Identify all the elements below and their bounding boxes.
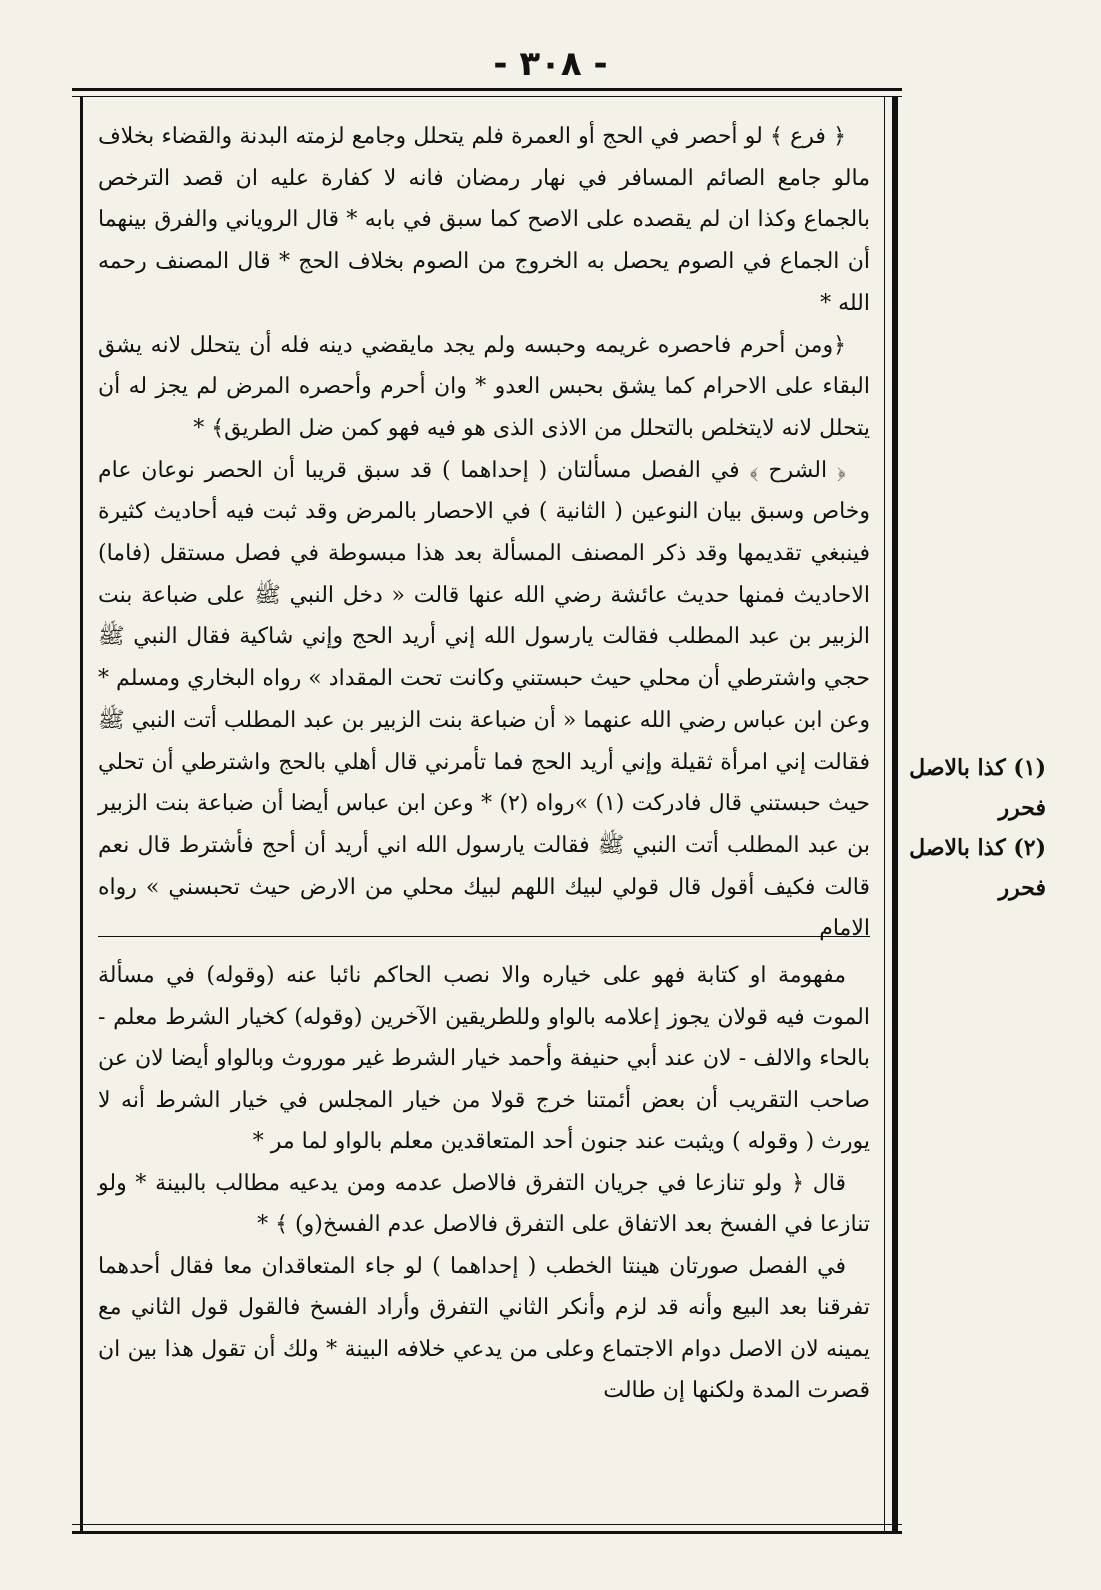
frame-right-thin-rule — [884, 96, 885, 1532]
main-text-block — [98, 116, 870, 950]
text-separator-rule — [98, 936, 870, 937]
frame-right-thick-rule — [892, 96, 898, 1532]
margin-note: (١) كذا بالاصل فحرر — [909, 755, 1046, 821]
sub-text-block — [98, 955, 870, 1412]
main-paragraph: ﴿ فرع ﴾ لو أحصر في الحج أو العمرة فلم يتحلل وجامع لزمته البدنة والقضاء بخلاف مالو جامع الصائم المسافر في نهار رمضان فانه لا كفارة عليه ان قصد الترخص بالجماع وكذا ان لم يقصده على الاصح كما سبق في بابه * قال الروياني والفرق بينهما أن الجماع في الصوم يحصل به الخروج من الصوم بخلاف الحج * قال المصنف رحمه الله * — [98, 124, 870, 316]
margin-note: (٢) كذا بالاصل فحرر — [909, 835, 1046, 901]
page-number: - ٣٠٨ - — [493, 44, 608, 84]
main-paragraph: ﴿ الشرح ﴾ في الفصل مسألتان ( إحداهما ) قد سبق قريبا أن الحصر نوعان عام وخاص وسبق بيان النوعين ( الثانية ) في الاحصار بالمرض وقد ثبت فيه أحاديث كثيرة فينبغي تقديمها وقد ذكر المصنف المسألة بعد هذا مبسوطة في فصل مستقل (فاما) الاحاديث فمنها حديث عائشة رضي الله عنها قالت « دخل النبي ﷺ على ضباعة بنت الزبير بن عبد المطلب فقالت يارسول الله إني أريد الحج وإني شاكية فقال النبي ﷺ حجي واشترطي أن محلي حيث حبستني وكانت تحت المقداد » رواه البخاري ومسلم * وعن ابن عباس رضي الله عنهما « أن ضباعة بنت الزبير بن عبد المطلب أتت النبي ﷺ فقالت إني امرأة ثقيلة وإني أريد الحج فما تأمرني قال أهلي بالحج واشترطي أن تحلي حيث حبستني قال فادركت (١) »رواه (٢) * وعن ابن عباس أيضا أن ضباعة بنت الزبير بن عبد المطلب أتت النبي ﷺ فقالت يارسول الله اني أريد أن أحج فأشترط قال نعم قالت فكيف أقول قال قولي لبيك اللهم لبيك محلي من الارض حيث تحبسني » رواه الامام — [98, 457, 871, 942]
sub-paragraph: مفهومة او كتابة فهو على خياره والا نصب الحاكم نائبا عنه (وقوله) في مسألة الموت فيه قولان يجوز إعلامه بالواو وللطريقين الآخرين (وقوله) كخيار الشرط معلم - بالحاء والالف - لان عند أبي حنيفة وأحمد خيار الشرط غير موروث وبالواو أيضا لان عن صاحب التقريب أن بعض أئمتنا خرج قولا من خيار المجلس في خيار الشرط أنه لا يورث ( وقوله ) ويثبت عند جنون أحد المتعاقدين معلم بالواو لما مر * — [98, 963, 870, 1154]
frame-left-rule — [80, 96, 83, 1532]
main-paragraph: ﴿ومن أحرم فاحصره غريمه وحبسه ولم يجد مايقضي دينه فله أن يتحلل لانه يشق البقاء على الاحرام كما يشق بحبس العدو * وان أحرم وأحصره المرض لم يجز له أن يتحلل لانه لايتخلص بالتحلل من الاذى الذى هو فيه فهو كمن ضل الطريق﴾ * — [98, 332, 870, 441]
frame-top-thin-rule — [72, 96, 902, 97]
frame-bottom-thin-rule — [72, 1524, 902, 1525]
frame-bottom-thick-rule — [72, 1531, 902, 1534]
sub-paragraph: قال ﴿ ولو تنازعا في جريان التفرق فالاصل عدمه ومن يدعيه مطالب بالبينة * ولو تنازعا في الفسخ بعد الاتفاق على التفرق فالاصل عدم الفسخ(و) ﴾ * — [98, 1170, 870, 1237]
margin-notes — [906, 748, 1046, 908]
frame-top-thick-rule — [72, 88, 902, 91]
sub-paragraph: في الفصل صورتان هينتا الخطب ( إحداهما ) لو جاء المتعاقدان معا فقال أحدهما تفرقنا بعد البيع وأنه قد لزم وأنكر الثاني التفرق وأراد الفسخ فالقول قول الثاني مع يمينه لان الاصل دوام الاجتماع وعلى من يدعي خلافه البينة * ولك أن تقول هذا بين ان قصرت المدة ولكنها إن طالت — [98, 1253, 870, 1403]
